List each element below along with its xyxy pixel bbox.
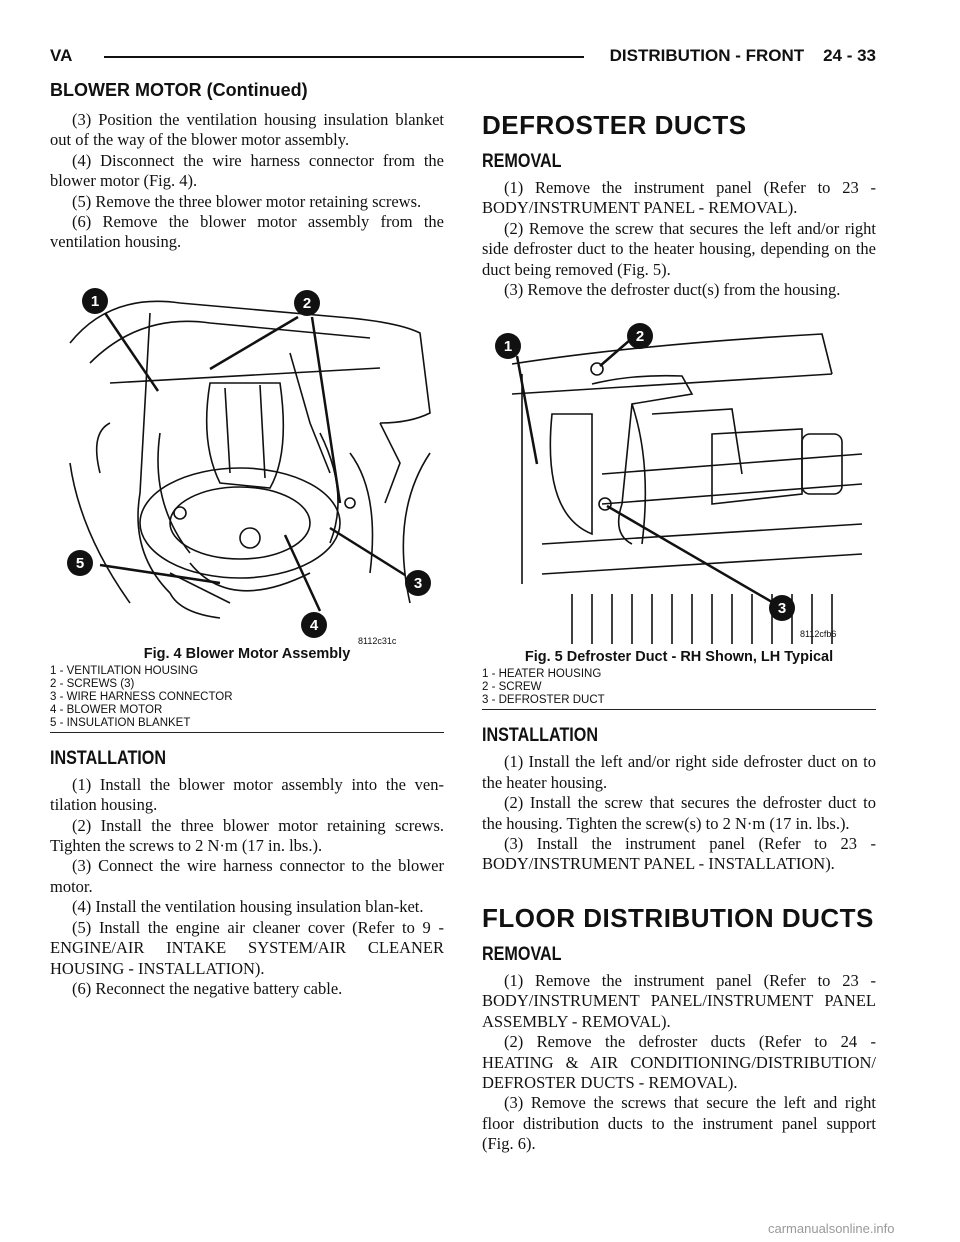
figure-5-legend	[482, 668, 876, 710]
legend-item: 1 - VENTILATION HOUSING	[50, 664, 199, 677]
step: (1) Install the blower motor assembly into the ven-tilation housing.	[50, 774, 444, 815]
step: (3) Install the instrument panel (Refer to 23 - BODY/INSTRUMENT PANEL - INSTALLATION).	[482, 834, 876, 874]
legend-item: 3 - DEFROSTER DUCT	[482, 694, 605, 707]
figure-4	[50, 273, 444, 645]
continued-heading: BLOWER MOTOR (Continued)	[50, 80, 308, 100]
step: (5) Remove the three blower motor retaining screws.	[72, 191, 422, 211]
blower-motor-illustration	[50, 273, 444, 645]
step: (1) Install the left and/or right side defroster duct on to the heater housing.	[482, 752, 876, 792]
removal-heading: REMOVAL	[482, 151, 562, 172]
callout-2: 2	[302, 294, 312, 312]
callout-5: 5	[75, 554, 85, 572]
step: (1) Remove the instrument panel (Refer to 23 - BODY/INSTRUMENT PANEL/INSTRUMENT PANEL ASSEMBLY - REMOVAL).	[482, 970, 876, 1031]
header-section-title: DISTRIBUTION - FRONT 24 - 33	[609, 46, 876, 65]
legend-item: 3 - WIRE HARNESS CONNECTOR	[50, 690, 233, 703]
legend-rule	[482, 709, 876, 710]
removal-heading: REMOVAL	[482, 943, 562, 965]
installation-heading: INSTALLATION	[50, 747, 167, 769]
legend-item: 4 - BLOWER MOTOR	[50, 703, 163, 716]
step: (3) Position the ventilation housing insulation blanket out of the way of the blower motor assembly.	[50, 110, 444, 150]
step: (6) Remove the blower motor assembly from the ventilation housing.	[50, 212, 444, 252]
figure-5-caption: Fig. 5 Defroster Duct - RH Shown, LH Typical	[524, 649, 834, 666]
callout-4: 4	[309, 616, 319, 634]
header-rule	[104, 56, 584, 58]
step: (1) Remove the instrument panel (Refer to 23 - BODY/INSTRUMENT PANEL - REMOVAL).	[482, 178, 876, 218]
callout-1: 1	[503, 338, 513, 356]
watermark: carmanualsonline.info	[768, 1221, 895, 1236]
header-section-code: VA	[50, 46, 73, 65]
figure-code: 8112c31c	[358, 635, 397, 646]
step: (2) Install the screw that secures the defroster duct to the housing. Tighten the screw(s) to 2 N·m (17 in. lbs.).	[482, 793, 876, 833]
floor-distribution-ducts-title: FLOOR DISTRIBUTION DUCTS	[482, 902, 874, 933]
callout-2: 2	[635, 328, 645, 346]
legend-item: 2 - SCREWS (3)	[50, 677, 135, 690]
callout-1: 1	[90, 292, 100, 310]
legend-rule	[50, 732, 444, 733]
step: (3) Connect the wire harness connector to the blower motor.	[50, 856, 444, 896]
figure-5	[482, 314, 876, 648]
figure-4-caption: Fig. 4 Blower Motor Assembly	[143, 645, 351, 662]
step: (4) Install the ventilation housing insulation blan-ket.	[72, 897, 424, 917]
defroster-duct-illustration	[482, 314, 876, 648]
defroster-ducts-title: DEFROSTER DUCTS	[482, 110, 747, 140]
page-header	[50, 44, 876, 70]
legend-item: 2 - SCREW	[482, 681, 542, 694]
figure-code: 8112cfb6	[800, 629, 837, 640]
left-column	[50, 110, 444, 999]
step: (2) Remove the defroster ducts (Refer to 24 - HEATING & AIR CONDITIONING/DISTRIBUTION/ DEFROSTER DUCTS - REMOVAL).	[482, 1032, 876, 1092]
step: (4) Disconnect the wire harness connector from the blower motor (Fig. 4).	[50, 150, 444, 191]
callout-3: 3	[413, 574, 423, 592]
step: (6) Reconnect the negative battery cable.	[72, 978, 343, 998]
step: (2) Install the three blower motor retaining screws. Tighten the screws to 2 N·m (17 in. lbs.).	[50, 815, 444, 856]
callout-3: 3	[777, 600, 787, 618]
figure-4-legend	[50, 665, 444, 733]
step: (5) Install the engine air cleaner cover (Refer to 9 - ENGINE/AIR INTAKE SYSTEM/AIR CLEANER HOUSING - INSTALLATION).	[50, 917, 444, 978]
right-column	[482, 110, 876, 1155]
legend-item: 1 - HEATER HOUSING	[482, 668, 602, 681]
step: (2) Remove the screw that secures the left and/or right side defroster duct to the heater housing, depending on the duct being removed (Fig. 5).	[482, 218, 876, 279]
step: (3) Remove the defroster duct(s) from the housing.	[504, 280, 841, 300]
installation-heading: INSTALLATION	[482, 725, 599, 747]
step: (3) Remove the screws that secure the left and right floor distribution ducts to the instrument panel support (Fig. 6).	[482, 1093, 876, 1154]
legend-item: 5 - INSULATION BLANKET	[50, 716, 191, 729]
